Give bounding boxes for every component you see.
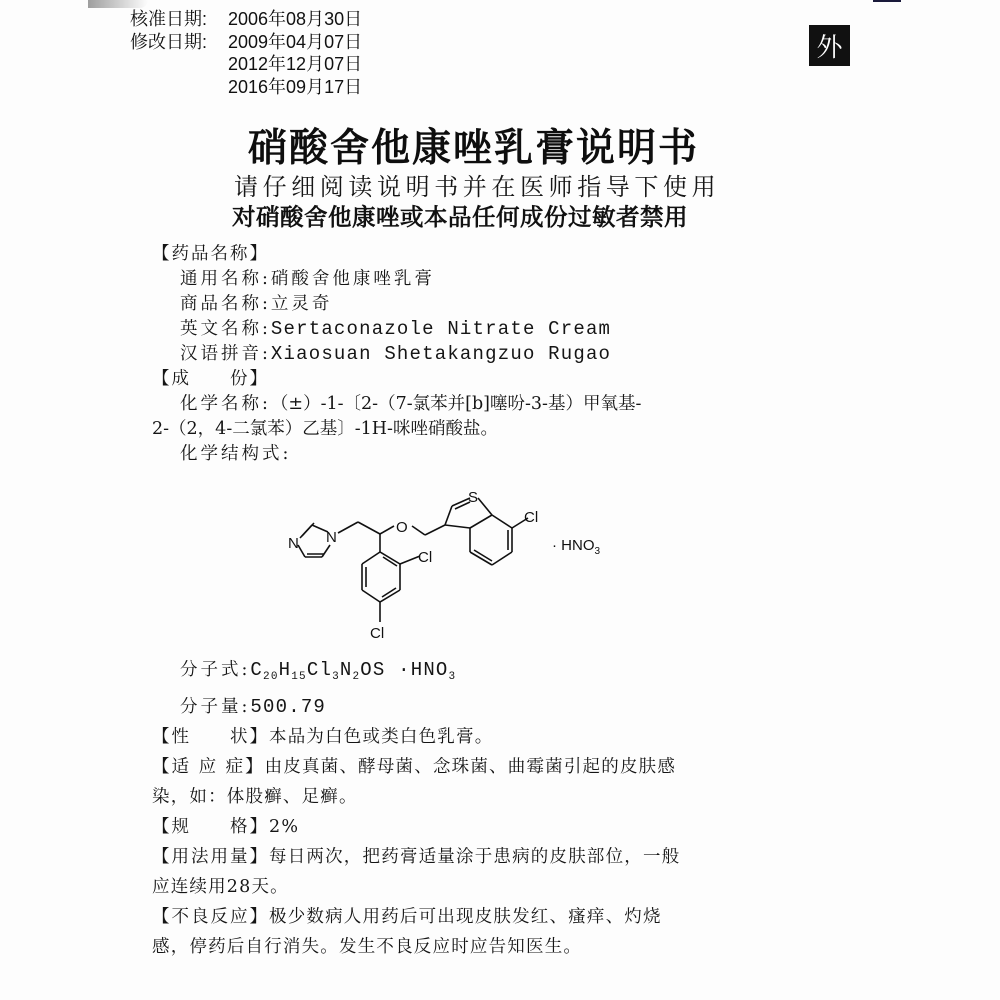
nitrate-salt: · $HNO_3$ [552,537,601,557]
specification-row [152,812,852,842]
dosage-heading: 【用法用量】 [152,847,269,867]
indications-text-line2: 染，如：体股癣、足癣。 [152,787,358,807]
indications-row [152,752,852,782]
pinyin-label: 汉语拼音: [180,344,271,364]
revision-date-value: 2016年09月17日 [228,76,363,97]
generic-name-label: 通用名称: [180,269,271,289]
chemical-name-continuation: 2-（2，4-二氯苯）乙基〕-1H-咪唑硝酸盐。 [152,419,498,439]
revision-date-value: 2009年04月07日 [228,31,363,52]
chemical-name-label: 化学名称: [180,394,271,414]
chemical-name-row [152,392,852,417]
drug-info-section [152,242,852,467]
trade-name-value: 立灵奇 [270,294,333,314]
revision-date-row [130,31,362,54]
approval-date-row [130,8,362,31]
english-name-label: 英文名称: [180,319,271,339]
indications-heading: 【适 应 症】 [152,757,265,777]
trade-name-label: 商品名称: [180,294,271,314]
atom-o: O [396,519,408,536]
specification-text: 2% [269,817,300,837]
english-name-row [152,317,852,342]
approval-date-value: 2006年08月30日 [228,9,363,29]
atom-n2: N [326,529,337,546]
properties-row [152,722,852,752]
pinyin-value: Xiaosuan Shetakangzuo Rugao [270,343,612,365]
composition-heading: 【成 份】 [152,369,269,389]
sertaconazole-structure-icon [270,490,630,650]
adverse-reactions-text-line1: 极少数病人用药后可出现皮肤发红、瘙痒、灼烧 [269,907,662,927]
formula-row [152,655,852,692]
pinyin-row [152,342,852,367]
properties-heading: 【性 状】 [152,727,269,747]
lower-sections [152,655,852,962]
chemical-structure-diagram [270,490,630,650]
revision-date-row [130,76,362,99]
atom-cl-para: Cl [370,625,385,642]
molecular-weight-label: 分子量: [180,697,251,717]
formula-label: 分子式: [180,660,251,680]
date-block [130,8,362,98]
document-title: 硝酸舍他康唑乳膏说明书 [248,126,700,171]
formula-value: $C_{20}H_{15}Cl_3N_2OS \cdot HNO_3$ [250,659,457,683]
structure-label: 化学结构式: [180,444,292,464]
molecular-weight-row [152,692,852,722]
atom-cl-benzothiophene: Cl [524,509,539,526]
indications-text-line1: 由皮真菌、酵母菌、念珠菌、曲霉菌引起的皮肤感 [264,757,677,777]
adverse-reactions-heading: 【不良反应】 [152,907,269,927]
dosage-text-line2: 应连续用28天。 [152,877,289,897]
trade-name-row [152,292,852,317]
adverse-reactions-row [152,902,852,932]
revision-date-label: 修改日期: [130,31,208,52]
allergy-warning: 对硝酸舍他康唑或本品任何成份过敏者禁用 [232,203,688,231]
chemical-name-line1: （±）-1-〔2-（7-氯苯并[b]噻吩-3-基）甲氧基- [270,394,642,414]
approval-date-label: 核准日期: [130,9,208,29]
document-subtitle: 请仔细阅读说明书并在医师指导下使用 [234,173,721,201]
atom-n1: N [288,535,299,552]
atom-s: S [468,490,479,506]
specification-heading: 【规 格】 [152,817,269,837]
adverse-reactions-text-line2: 感，停药后自行消失。发生不良反应时应告知医生。 [152,937,583,957]
external-use-badge: 外 [809,25,850,66]
scan-shadow [88,0,148,8]
molecular-weight-value: 500.79 [250,696,327,718]
dosage-text-line1: 每日两次，把药膏适量涂于患病的皮肤部位，一般 [269,847,681,867]
generic-name-value: 硝酸舍他康唑乳膏 [270,269,435,289]
properties-text: 本品为白色或类白色乳膏。 [269,727,494,747]
revision-date-row [130,53,362,76]
drug-name-heading: 【药品名称】 [152,244,269,264]
dosage-row [152,842,852,872]
generic-name-row [152,267,852,292]
atom-cl-ortho: Cl [418,549,433,566]
revision-date-value: 2012年12月07日 [228,54,363,74]
top-edge-mark [873,0,901,2]
english-name-value: Sertaconazole Nitrate Cream [270,318,612,340]
